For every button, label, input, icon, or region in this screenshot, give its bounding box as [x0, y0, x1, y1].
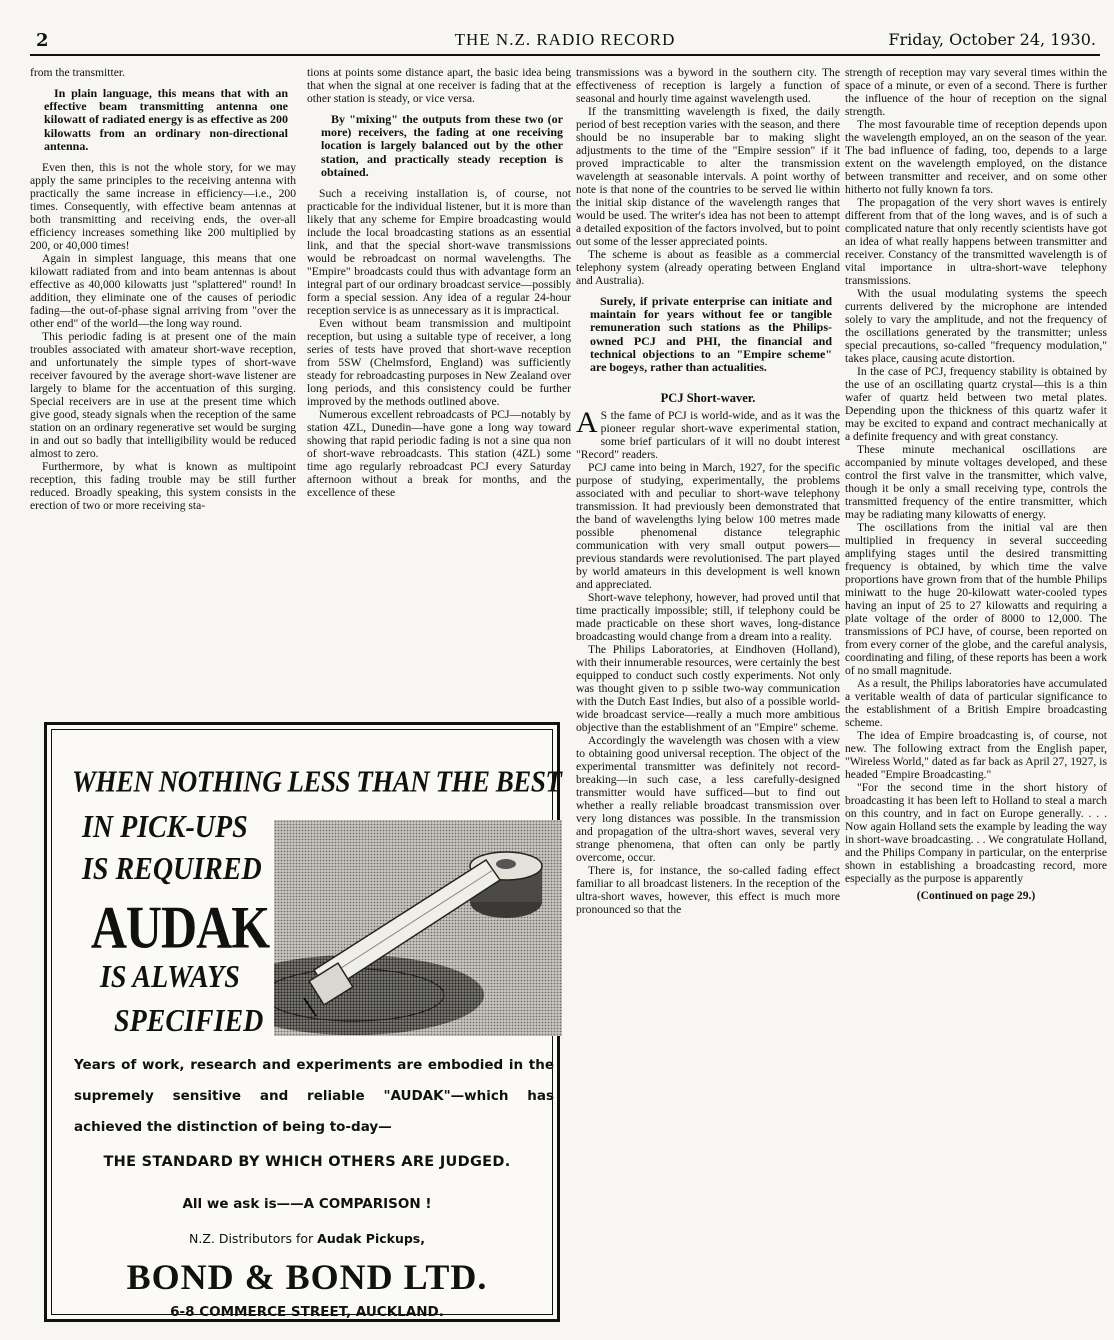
- distributors-prefix: N.Z. Distributors for: [189, 1231, 314, 1246]
- continued-note: (Continued on page 29.): [916, 889, 1036, 902]
- paragraph: Even then, this is not the whole story, for we may apply the same principles to the receiving antenna with practically the same increase in efficiency—i.e., 200 times. Consequently, with effective beam antennas at both transmitting and receiving ends, the over-all efficiency increases something like 200 multiplied by 200, or 40,000 times!: [30, 161, 296, 253]
- article-column-3: [576, 66, 840, 1316]
- paragraph: PCJ came into being in March, 1927, for the specific purpose of studying, experimentally, the problems associated with and peculiar to short-wave telephony transmission. It had previously been demonstrated that the band of wavelengths lying below 100 metres made possible phenomenal distance telegraphic communication with very small output powers—previous standards were revolutionised. The part played by world amateurs in this development is well known and appreciated.: [576, 461, 840, 592]
- paragraph: Numerous excellent rebroadcasts of PCJ—notably by station 4ZL, Dunedin—have gone a long way toward showing that rapid periodic fading is not a sine qua non of short-wave rebroadcasts. This station (4ZL) some time ago regularly rebroadcast PCJ every Saturday afternoon without a break for months, and the excellence of these: [307, 408, 571, 500]
- paragraph: The Philips Laboratories, at Eindhoven (Holland), with their innumerable resources, were certainly the best equipped to conduct such costly experiments. Not only was thought given to p ssible two-way communication with the Dutch East Indies, but also of a possible world-wide broadcast service—really a much more ambitious objective than the establishment of an "Empire" scheme.: [576, 643, 840, 735]
- article-column-1: [30, 66, 296, 702]
- ad-headline: WHEN NOTHING LESS THAN THE BEST: [72, 763, 562, 799]
- paragraph: In the case of PCJ, frequency stability is obtained by the use of an oscillating quartz crystal—this is a thin wafer of quartz held between two metal plates. Depending upon the thickness of this quartz wafer it may be excited to expand and contract mechanically at a definite frequency and with great constancy.: [845, 365, 1107, 443]
- paragraph: This periodic fading is at present one of the main troubles associated with amateur short-wave reception, and unfortunately the simple types of short-wave receiver favoured by the average short-wave listener are largely to blame for the accentuation of this surging. Special receivers are in use at the present time which give good, steady signals when the reception of the same station on an ordinary regenerative set would be surging in and out so badly that intelligibility would be reduced almost to zero.: [30, 330, 296, 461]
- paragraph-text: S the fame of PCJ is world-wide, and as it was the pioneer regular short-wave experimental station, some brief particulars of it will no doubt interest "Record" readers.: [576, 409, 840, 462]
- ad-comparison-line: All we ask is——A COMPARISON !: [182, 1196, 432, 1212]
- pickup-arm-illustration: [274, 820, 562, 1036]
- paragraph: The idea of Empire broadcasting is, of course, not new. The following extract from the English paper, "Wireless World," dated as far back as April 27, 1927, is headed "Empire Broadcasting.": [845, 729, 1107, 781]
- ad-brand-name: AUDAK: [90, 893, 270, 961]
- ad-inner-border: [51, 729, 562, 1320]
- paragraph: The propagation of the very short waves is entirely different from that of the long waves, and is of such a complicated nature that only recently scientists have got an idea of what really happens between transmitter and receiver. Constancy of the transmitted wavelength is of vital importance in ultra-short-wave telephony transmissions.: [845, 196, 1107, 287]
- pull-quote: [307, 105, 571, 187]
- paragraph: from the transmitter.: [30, 66, 125, 79]
- paragraph: transmissions was a byword in the southern city. The effectiveness of reception is largely a function of seasonal and hourly time against wavelength used.: [576, 66, 840, 105]
- paragraph: Short-wave telephony, however, had proved until that time practically impossible; still, if telephony could be made practicable on these short waves, long-distance broadcasting would change from a dream into a reality.: [576, 591, 840, 644]
- paragraph: The oscillations from the initial val are then multiplied in frequency in several succeeding amplifying stages until the desired transmitting frequency is obtained, by which time the valve proportions have grown from that of the humble Philips miniwatt to the huge 20-kilowatt water-cooled types having an input of 25 to 27 kilowatts and requiring a plate voltage of the order of 8000 to 12,000. The transmissions of PCJ have, of course, been reported on from every corner of the globe, and the careful analysis, coordinating and filing, of these reports has been a work of no small magnitude.: [845, 521, 1107, 677]
- paragraph: Furthermore, by what is known as multipoint reception, this fading trouble may be still further reduced. Broadly speaking, this system consists in the erection of two or more receiving sta-: [30, 460, 296, 513]
- paragraph: [576, 406, 840, 462]
- distributors-product: Audak Pickups,: [317, 1231, 425, 1246]
- ad-address: 6-8 COMMERCE STREET, AUCKLAND.: [170, 1304, 444, 1320]
- article-column-2: [307, 66, 571, 702]
- paragraph: The most favourable time of reception depends upon the wavelength employed, an on the season of the year. The bad influence of fading, too, depends to a large extent on the wavelength employed, on the distance between transmitter and receiver, and on some other hitherto not fully known fa tors.: [845, 118, 1107, 196]
- paragraph: Accordingly the wavelength was chosen with a view to obtaining good universal reception. The object of the experimental transmitter was definitely not record-breaking—in such case, a less carefully-designed transmitter would have sufficed—but to find out whether a really reliable broadcast transmission over very long distances was possible. In the transmission and propagation of the ultra-short waves, several very strange phenomena, that often can only be partly overcome, occur.: [576, 734, 840, 865]
- quoted-paragraph: "For the second time in the short history of broadcasting it has been left to Holland to steal a march on this country, and in fact on Europe generally. . . . Now again Holland sets the example by leading the way in short-wave broadcasting. . . We congratulate Holland, and the Philips Company in particular, on the enterprise shown in establishing a broadcasting record, more especially as the purpose is apparently: [845, 781, 1107, 885]
- audak-advertisement: [44, 722, 560, 1322]
- ad-company-name: BOND & BOND LTD.: [126, 1257, 488, 1297]
- ad-distributors-line: [52, 1231, 562, 1246]
- paragraph: Even without beam transmission and multipoint reception, but using a suitable type of receiver, a long series of tests have proved that short-wave reception from 5SW (Chelmsford, England) was sufficiently steady for rebroadcasting purposes in New Zealand over long periods, and this consistency could be further improved by the methods outlined above.: [307, 317, 571, 409]
- ad-body-text: Years of work, research and experiments are embodied in the supremely sensitive and reliable "AUDAK"—which has achieved the distinction of being to-day—: [74, 1057, 554, 1135]
- paragraph: If the transmitting wavelength is fixed, the daily period of best reception varies with the season, and there should be no insuperable bar to making slight adjustments to the time of the "Empire session" if it proved impracticable to alter the transmission wavelength at seasonable intervals. A point worthy of note is that none of the countries to be served lie within the initial skip distance of the wavelength ranges that would be used. The writer's idea has not been to attempt a detailed exposition of the factors involved, but to point out some of the lesser appreciated points.: [576, 105, 840, 248]
- section-heading: PCJ Short-waver.: [660, 391, 756, 406]
- ad-slogan-line: IS ALWAYS: [100, 959, 240, 996]
- article-column-4: [845, 66, 1107, 1316]
- pull-quote-text: By "mixing" the outputs from these two (or more) receivers, the fading at one receiving location is largely balanced out by the other station, and practically steady reception is obtained.: [321, 112, 563, 179]
- paragraph: With the usual modulating systems the speech currents delivered by the microphone are intended solely to vary the amplitude, and not the frequency of the oscillations generated by the transmitter; unless special precautions, so-called "frequency modulation," takes place, causing acute distortion.: [845, 287, 1107, 365]
- publication-title: THE N.Z. RADIO RECORD: [454, 30, 676, 49]
- ad-slogan-line: IS REQUIRED: [82, 851, 262, 888]
- paragraph: tions at points some distance apart, the basic idea being that when the signal at one receiver is fading that at the other station is steady, or vice versa.: [307, 66, 571, 105]
- pull-quote-text: In plain language, this means that with an effective beam transmitting antenna one kilowatt of radiated energy is as effective as 200 kilowatts from an ordinary non-directional antenna.: [44, 86, 288, 153]
- pull-quote: [576, 287, 840, 382]
- pull-quote-text: Surely, if private enterprise can initiate and maintain for years without fee or tangible remuneration such stations as the Philips-owned PCJ and PHI, the financial and technical objections to an "Empire scheme" are bogeys, rather than actualities.: [590, 294, 832, 375]
- ad-slogan-line: IN PICK-UPS: [82, 809, 248, 846]
- paragraph: Again in simplest language, this means that one kilowatt radiated from and into beam antennas is about effective as 40,000 kilowatts just "splattered" round! In addition, they eliminate one of the causes of periodic fading—the out-of-phase signal arriving from "over the other end" of the world—the long way round.: [30, 252, 296, 331]
- masthead: [30, 30, 1100, 56]
- paragraph: Such a receiving installation is, of course, not practicable for the individual listener, but it is more than likely that any scheme for Empire broadcasting would include the local broadcasting stations as an essential link, and that the special short-wave transmissions would be rebroadcast on normal wavelengths. The "Empire" broadcasts could thus with advantage form an integral part of our ordinary broadcast service—possibly form a special session. Any idea of a regular 24-hour reception service is as unnecessary as it is impractical.: [307, 187, 571, 318]
- ad-slogan-line: SPECIFIED: [114, 1003, 264, 1040]
- paragraph: As a result, the Philips laboratories have accumulated a veritable wealth of data of particular significance to the establishment of a British Empire broadcasting scheme.: [845, 677, 1107, 729]
- issue-date: Friday, October 24, 1930.: [888, 30, 1096, 49]
- drop-cap: A: [576, 406, 598, 440]
- page-number: 2: [36, 30, 49, 51]
- paragraph: The scheme is about as feasible as a commercial telephony system (already operating between England and Australia).: [576, 248, 840, 287]
- pull-quote: [30, 79, 296, 161]
- paragraph: There is, for instance, the so-called fading effect familiar to all broadcast listeners. In the reception of the ultra-short waves, however, this effect is much more pronounced so that the: [576, 864, 840, 917]
- paragraph: strength of reception may vary several times within the space of a minute, or even of a second. There is further the influence of the hour of reception on the signal strength.: [845, 66, 1107, 118]
- paragraph: These minute mechanical oscillations are accompanied by minute voltages developed, and these control the first valve in the transmitter, which valve, though it be only a small receiving type, controls the transmitted frequency of the entire transmitter, which may be radiating many kilowatts of energy.: [845, 443, 1107, 521]
- ad-standard-line: THE STANDARD BY WHICH OTHERS ARE JUDGED.: [103, 1154, 511, 1170]
